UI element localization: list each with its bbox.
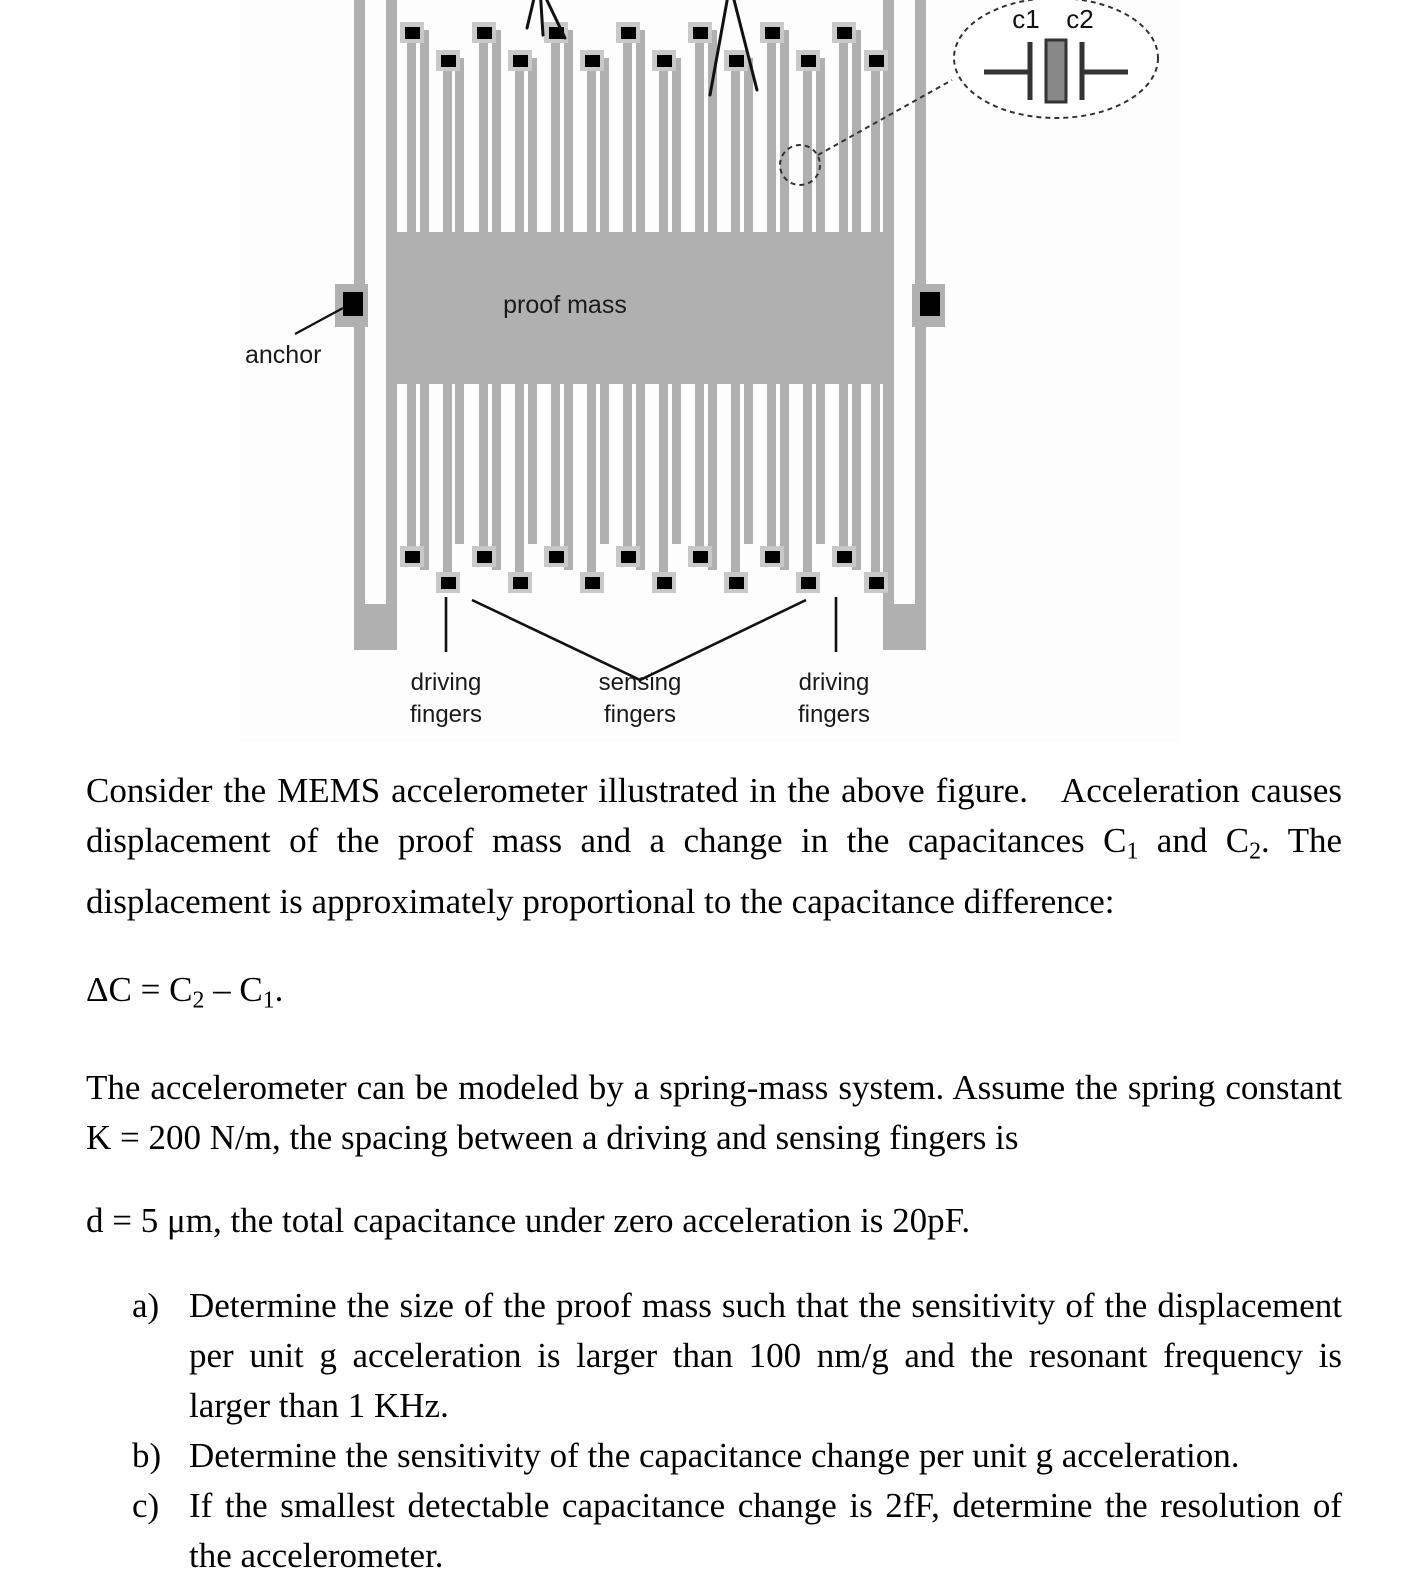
bottom-fixed-stem [731, 384, 740, 582]
bottom-fixed-stem [479, 384, 488, 556]
equation-sub-b: 1 [262, 987, 275, 1014]
top-fixed-pad [513, 55, 528, 67]
bottom-fixed-stem [623, 384, 632, 556]
spacer-after-intro [86, 927, 1342, 965]
bottom-moving-finger [420, 384, 429, 570]
top-moving-finger [816, 58, 825, 240]
bottom-fixed-finger-group [544, 384, 604, 593]
bottom-fixed-pad [657, 577, 672, 589]
bottom-moving-finger [816, 384, 825, 544]
bottom-fixed-pad [621, 551, 636, 563]
question-marker-c: c) [132, 1486, 160, 1526]
bottom-moving-finger [492, 384, 501, 570]
bottom-moving-finger [636, 384, 645, 570]
anchor-right [912, 284, 945, 327]
anchor-left [335, 284, 368, 327]
bottom-comb-fingers [400, 384, 888, 593]
question-text-c: If the smallest detectable capacitance change is 2fF, determine the resolution of the accelerometer. [189, 1486, 1342, 1576]
paragraph-intro-tail: . The displacement is approximately proportional to the capacitance difference: [86, 821, 1342, 921]
bottom-moving-finger [708, 384, 717, 570]
top-fixed-stem [479, 28, 488, 240]
driving-fingers-right-label-line2: fingers [797, 701, 871, 728]
bottom-fixed-finger-group [616, 384, 676, 593]
top-moving-finger [780, 30, 789, 240]
top-fixed-pad [729, 55, 744, 67]
capacitor-callout [954, 0, 1158, 118]
accelerometer-schematic-svg [240, 0, 1180, 742]
bottom-fixed-pad [729, 577, 744, 589]
top-fixed-pad [693, 27, 708, 39]
top-moving-finger [600, 58, 609, 240]
questions-wrapper [132, 1281, 1342, 1581]
capacitor-center-plate [1046, 40, 1066, 102]
top-fixed-pad [869, 55, 884, 67]
top-fixed-stem [803, 56, 812, 240]
sensing-fingers-label-line2: fingers [603, 701, 677, 728]
spacer-after-equation [86, 1025, 1342, 1063]
paragraph-intro-sentence1: Consider the MEMS accelerometer illustrated in the above figure. [86, 771, 1029, 810]
bottom-fixed-stem [551, 384, 560, 556]
capacitance-equation [86, 965, 1342, 1026]
top-fixed-pad [621, 27, 636, 39]
bottom-fixed-finger-group [400, 384, 460, 593]
question-marker-a: a) [132, 1286, 160, 1326]
questions-list [132, 1281, 1342, 1581]
top-fixed-finger-group [760, 22, 820, 240]
bottom-fixed-stem [695, 384, 704, 556]
bottom-fixed-finger-group [688, 384, 748, 593]
sensing-fingers-label-line1: sensing [598, 669, 682, 696]
top-fixed-pad [837, 27, 852, 39]
bottom-fixed-finger-group [760, 384, 820, 593]
bottom-fixed-stem [839, 384, 848, 556]
bottom-fixed-pad [549, 551, 564, 563]
equation-sub-a: 2 [192, 987, 205, 1014]
bottom-fixed-pad [693, 551, 708, 563]
bottom-moving-finger [672, 384, 681, 544]
bottom-fixed-pad [837, 551, 852, 563]
top-fixed-stem [695, 28, 704, 240]
top-moving-finger [744, 58, 753, 240]
bottom-moving-finger [528, 384, 537, 544]
left-inner-rail [386, 0, 397, 620]
c2-subscript: 2 [1249, 838, 1262, 865]
sensing-leader-vee [472, 600, 806, 680]
top-fixed-stem [407, 28, 416, 240]
driving-fingers-left-label-line1: driving [410, 669, 482, 696]
question-marker-b: b) [132, 1436, 162, 1476]
paragraph-intro [86, 766, 1342, 927]
bottom-leader-lines [446, 597, 836, 680]
top-fixed-finger-group [400, 22, 460, 240]
bottom-moving-finger [780, 384, 789, 570]
proof-mass-label: proof mass [503, 291, 627, 319]
bottom-fixed-stem [587, 384, 596, 582]
top-fixed-finger-group [544, 22, 604, 240]
bottom-fixed-pad [765, 551, 780, 563]
equation-mid: – C [204, 969, 263, 1009]
top-comb-fingers [400, 0, 888, 240]
top-fixed-finger-group [616, 22, 676, 240]
bottom-fixed-pad [585, 577, 600, 589]
top-fixed-stem [871, 56, 880, 240]
proof-mass-body [397, 232, 883, 384]
top-fixed-pad [765, 27, 780, 39]
right-rail-bottom-cap [883, 604, 926, 650]
bottom-fixed-stem [871, 384, 880, 582]
bottom-fixed-stem [767, 384, 776, 556]
bottom-moving-finger [744, 384, 753, 544]
top-fixed-pad [441, 55, 456, 67]
paragraph-spring-model: The accelerometer can be modeled by a spring-mass system. Assume the spring constant K = 200 N/m, the spacing between a driving and sensing fingers is [86, 1068, 1342, 1158]
anchor-right-square [920, 292, 940, 316]
anchor-left-square [343, 292, 363, 316]
top-fixed-pad [477, 27, 492, 39]
paragraph-intro-sentence2: Acceleration causes displacement of the proof mass and a change in the capacitances C [86, 771, 1343, 860]
driving-fingers-right-label-line1: driving [798, 669, 870, 696]
top-fixed-stem [659, 56, 668, 240]
top-moving-finger [528, 58, 537, 240]
top-fixed-stem [623, 28, 632, 240]
top-fixed-stem [767, 28, 776, 240]
right-inner-rail [883, 0, 894, 620]
capacitor-c2-label: c2 [1066, 4, 1094, 34]
equation-end: . [274, 969, 284, 1009]
bottom-fixed-stem [803, 384, 812, 582]
capacitor-c1-label: c1 [1012, 4, 1040, 34]
bottom-fixed-pad [477, 551, 492, 563]
bottom-fixed-pad [801, 577, 816, 589]
bottom-fixed-stem [515, 384, 524, 582]
top-fixed-stem [551, 28, 560, 240]
bottom-fixed-stem [659, 384, 668, 582]
top-moving-finger [455, 58, 464, 240]
top-moving-finger [420, 30, 429, 240]
question-text-b: Determine the sensitivity of the capacitance change per unit g acceleration. [189, 1436, 1240, 1476]
top-moving-finger [672, 58, 681, 240]
spacer-after-spring [86, 1163, 1342, 1196]
bottom-fixed-pad [869, 577, 884, 589]
top-fixed-stem [587, 56, 596, 240]
top-moving-finger [564, 30, 573, 240]
bottom-moving-finger [564, 384, 573, 570]
driving-fingers-left-label-line2: fingers [409, 701, 483, 728]
problem-statement [86, 766, 1342, 1581]
mems-accelerometer-figure [240, 0, 1180, 742]
question-text-a: Determine the size of the proof mass such that the sensitivity of the displacement per unit g acceleration is larger than 100 nm/g and the resonant frequency is larger than 1 KHz. [189, 1286, 1342, 1426]
bottom-fixed-stem [407, 384, 416, 556]
top-fixed-pad [585, 55, 600, 67]
top-fixed-pad [801, 55, 816, 67]
top-fixed-stem [839, 28, 848, 240]
top-fixed-stem [443, 56, 452, 240]
top-fixed-stem [515, 56, 524, 240]
top-moving-finger [636, 30, 645, 240]
anchor-label: anchor [245, 341, 322, 369]
top-fixed-pad [405, 27, 420, 39]
paragraph-intro-and: and C [1138, 821, 1250, 860]
equation-lhs: ΔC = C [86, 969, 193, 1009]
c1-subscript: 1 [1126, 838, 1139, 865]
bottom-fixed-stem [443, 384, 452, 582]
question-item-a [132, 1281, 1342, 1431]
top-fixed-stem [731, 56, 740, 240]
bottom-fixed-finger-group [472, 384, 532, 593]
question-item-b [132, 1431, 1342, 1481]
bottom-fixed-pad [405, 551, 420, 563]
bottom-fixed-pad [441, 577, 456, 589]
top-moving-finger [492, 30, 501, 240]
paragraph-dimensions: d = 5 μm, the total capacitance under zero acceleration is 20pF. [86, 1201, 971, 1241]
left-rail-bottom-cap [354, 604, 397, 650]
bottom-moving-finger [600, 384, 609, 544]
top-fixed-finger-group [472, 22, 532, 240]
question-item-c [132, 1481, 1342, 1581]
bottom-moving-finger [852, 384, 861, 570]
top-fixed-pad [657, 55, 672, 67]
bottom-moving-finger [455, 384, 464, 544]
bottom-fixed-pad [513, 577, 528, 589]
